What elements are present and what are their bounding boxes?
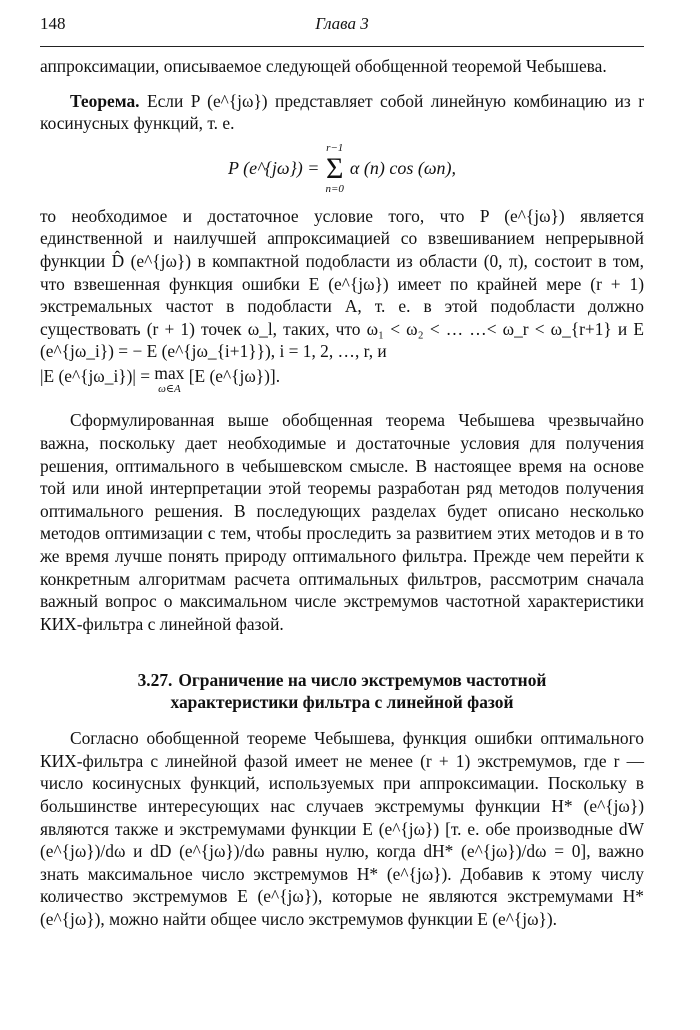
page-number: 148 [40, 14, 66, 33]
book-page [0, 12, 700, 1030]
theorem-block [40, 90, 644, 396]
paragraph-chebyshev-importance: Сформулированная выше обобщенная теорема Чебышева чрезвычайно важна, поскольку дает необходимые и достаточные условия для получения решения, оптимального в чебышевском смысле. В настоящее время на основе той или иной интерпретации этой теоремы разработан ряд методов получения оптимального решения. В последующих разделах будет описано несколько методов оптимизации с тем, чтобы проследить за развитием этих методов и в то же время лучше понять природу оптимального фильтра. Прежде чем перейти к конкретным алгоритмам расчета оптимальных фильтров, рассмотрим сначала важный вопрос о максимальном числе экстремумов частотной характеристики КИХ-фильтра с линейной фазой. [40, 410, 644, 634]
sum-formula [40, 143, 644, 195]
continued-paragraph: аппроксимации, описываемое следующей обобщенной теоремой Чебышева. [40, 56, 607, 76]
max-operator [154, 362, 185, 396]
sum-upper-limit: r−1 [326, 141, 344, 154]
section-number: 3.27. [137, 670, 173, 691]
max-rhs: [E (e^{jω})]. [188, 365, 281, 386]
max-subscript: ω∈A [158, 383, 181, 396]
section-title-line-1: Ограничение на число экстремумов частотной [178, 670, 547, 691]
sigma-symbol: Σ [325, 151, 344, 185]
theorem-intro [40, 90, 644, 135]
max-formula [40, 362, 644, 396]
page-header [40, 12, 644, 47]
theorem-label: Теорема. [70, 90, 140, 111]
section-title-line-2: характеристики фильтра с линейной фазой [170, 692, 514, 713]
theorem-text-1: Если P (e^{jω}) представляет собой линейную комбинацию из r косинусных функций, т. е. [40, 90, 644, 134]
formula-rhs: α (n) cos (ωn), [349, 158, 457, 179]
paragraph-extrema: Согласно обобщенной теореме Чебышева, функция ошибки оптимального КИХ-фильтра с линейной фазой имеет не менее (r + 1) экстремумов, где r — число косинусных функций, используемых при аппроксимации. Поскольку в большинстве интересующих нас случаев экстремумы функции H* (e^{jω}) являются также и экстремумами функции E (e^{jω}) [т. е. обе производные dW (e^{jω})/dω и dD (e^{jω})/dω равны нулю, когда dH* (e^{jω})/dω = 0], важно знать максимальное число экстремумов H* (e^{jω}). Добавив к этому числу количество экстремумов E (e^{jω}), которые не являются экстремумами H* (e^{jω}), можно найти общее число экстремумов функции E (e^{jω}). [40, 728, 644, 930]
theorem-text-2: то необходимое и достаточное условие того, что P (e^{jω}) является единственной и наилучшей аппроксимацией со взвешиванием непрерывной функции D̂ (e^{jω}) в компактной подобласти из области (0, π), состоит в том, что взвешенная функция ошибки E (e^{jω}) имеет по крайней мере (r + 1) экстремальных частот в подобласти A, т. е. в этой подобласти должно существовать (r + 1) точек ω_l, таких, что ω₁ < ω₂ < … …< ω_r < ω_{r+1} и E (e^{jω_i}) = − E (e^{jω_{i+1}}), i = 1, 2, …, r, и [40, 205, 644, 362]
max-lhs: |E (e^{jω_i})| = [40, 365, 151, 386]
max-label: max [154, 362, 185, 383]
summation-operator [325, 143, 343, 195]
sum-lower-limit: n=0 [325, 182, 344, 195]
running-head: Глава 3 [315, 14, 369, 33]
formula-lhs: P (e^{jω}) = [227, 158, 320, 179]
section-heading [40, 669, 644, 713]
